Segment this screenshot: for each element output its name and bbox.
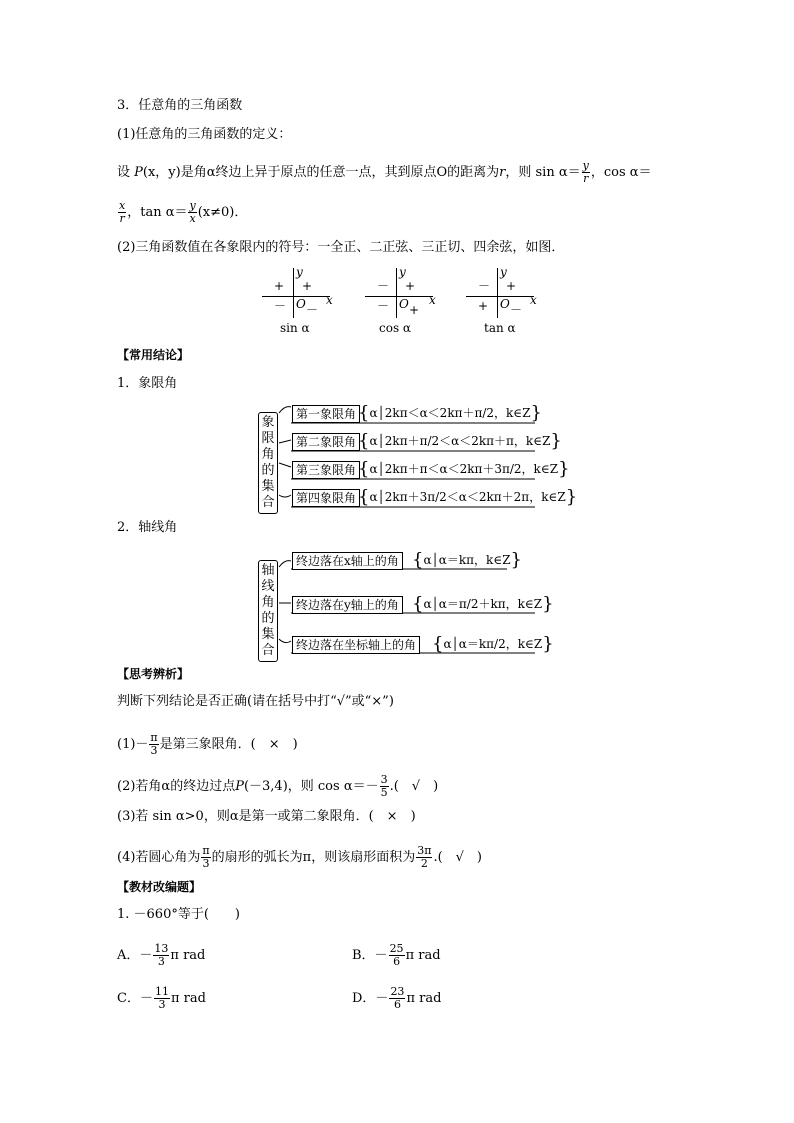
- axis-angle-set-label: 轴线角的集合: [258, 560, 278, 662]
- section-title: 3．任意角的三角函数: [117, 98, 243, 113]
- judge-item-4: (4)若圆心角为 $\frac{\pi}{3}$ 的扇形的弧长为π，则该扇形面积为 $\frac{3\pi}{2}$ .( √ ): [117, 844, 482, 870]
- quadrant-diagram-sin: y + + － O － x sin α: [260, 266, 340, 336]
- sign-rule: (2)三角函数值在各象限内的符号：一全正、二正弦、三正切、四余弦，如图．: [117, 240, 565, 255]
- axis-row-3-set: {α│α＝kπ/2，k∈Z}: [432, 633, 554, 655]
- option-a: A．－ $\frac{13}{3}$ π rad: [117, 942, 206, 968]
- quadrant-row-1-set: {α│2kπ＜α＜2kπ＋π/2，k∈Z}: [358, 402, 542, 424]
- quadrant-diagram-tan: y － + + O － x tan α: [464, 266, 544, 336]
- quadrant-diagram-cos: y － + － O + x cos α: [363, 266, 443, 336]
- judge-item-2: (2)若角α的终边过点P(－3,4)，则 cos α＝－ $\frac{3}{5}$ .( √ ): [117, 773, 439, 799]
- quadrant-row-3-label: 第三象限角: [292, 461, 360, 479]
- option-c: C．－ $\frac{11}{3}$ π rad: [117, 985, 206, 1011]
- axis-angle-title: 2．轴线角: [117, 520, 178, 535]
- quadrant-angle-set-label: 象限角的集合: [258, 412, 278, 514]
- think-heading: 【思考辨析】: [117, 667, 190, 681]
- judge-item-3: (3)若 sin α>0，则α是第一或第二象限角．( × ): [117, 809, 416, 824]
- option-d: D．－ $\frac{23}{6}$ π rad: [352, 985, 442, 1011]
- textbook-question: 1. －660°等于( ): [117, 907, 240, 922]
- judge-item-1: (1)－ $\frac{\pi}{3}$ 是第三象限角．( × ): [117, 731, 298, 757]
- axis-row-2-label: 终边落在y轴上的角: [292, 596, 403, 614]
- definition-line2: $\frac{x}{r}$ ，tan α＝ $\frac{y}{x}$ (x≠0)．: [119, 199, 248, 225]
- quadrant-row-4-label: 第四象限角: [292, 489, 360, 507]
- axis-row-2-set: {α│α＝π/2＋kπ，k∈Z}: [412, 593, 554, 615]
- quadrant-angle-title: 1．象限角: [117, 376, 178, 391]
- definition-line1: 设 P(x，y)是角α终边上异于原点的任意一点，其到原点O的距离为r，则 sin α＝ $\frac{y}{r}$ ，cos α＝: [117, 159, 652, 185]
- option-b: B．－ $\frac{25}{6}$ π rad: [352, 942, 441, 968]
- common-heading: 【常用结论】: [117, 348, 190, 362]
- think-intro: 判断下列结论是否正确(请在括号中打“√”或“×”): [117, 694, 394, 709]
- quadrant-row-2-set: {α│2kπ＋π/2＜α＜2kπ＋π，k∈Z}: [358, 430, 562, 452]
- definition-heading: (1)任意角的三角函数的定义：: [117, 127, 292, 142]
- axis-row-3-label: 终边落在坐标轴上的角: [292, 636, 420, 654]
- fraction-y-over-r: $\frac{y}{r}$: [582, 159, 589, 185]
- quadrant-row-2-label: 第二象限角: [292, 433, 360, 451]
- quadrant-row-4-set: {α│2kπ＋3π/2＜α＜2kπ＋2π，k∈Z}: [358, 486, 578, 508]
- textbook-heading: 【教材改编题】: [117, 880, 202, 894]
- quadrant-row-3-set: {α│2kπ＋π＜α＜2kπ＋3π/2，k∈Z}: [358, 458, 570, 480]
- fraction-x-over-r: $\frac{x}{r}$: [119, 199, 126, 225]
- quadrant-row-1-label: 第一象限角: [292, 405, 360, 423]
- axis-row-1-label: 终边落在x轴上的角: [292, 552, 403, 570]
- axis-row-1-set: {α│α＝kπ，k∈Z}: [412, 549, 522, 571]
- fraction-y-over-x: $\frac{y}{x}$: [189, 199, 196, 225]
